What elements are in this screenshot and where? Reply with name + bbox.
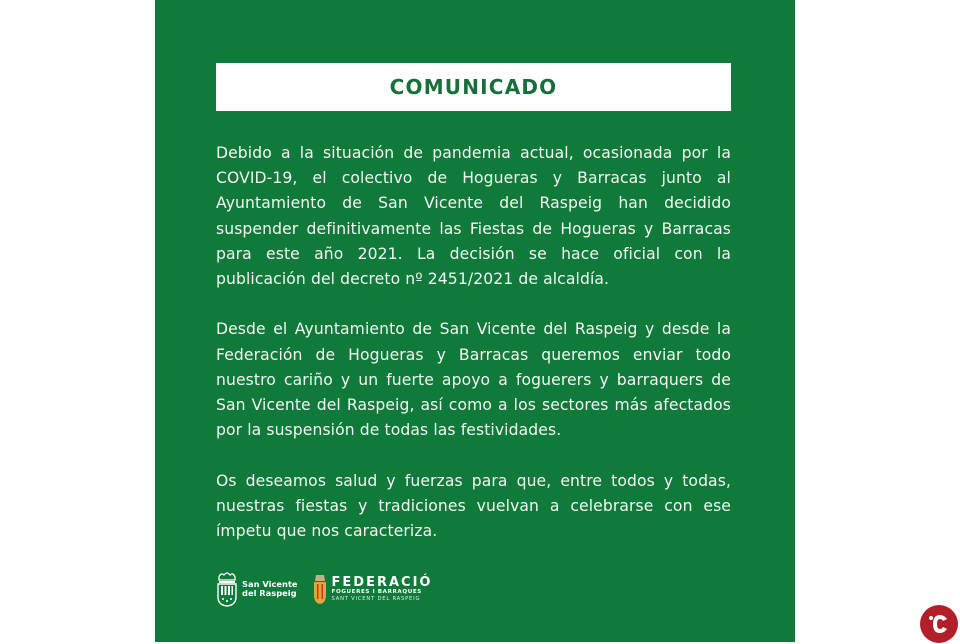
page-title: COMUNICADO (389, 75, 558, 99)
federacio-subtitle2: SANT VICENT DEL RASPEIG (331, 595, 421, 602)
ayuntamiento-name-line2: del Raspeig (242, 588, 297, 598)
logos-row (216, 571, 432, 607)
announcement-body (216, 141, 731, 569)
ayuntamiento-logo (216, 571, 298, 607)
announcement-panel (155, 0, 795, 642)
federacio-subtitle: FOGUERES I BARRAQUES (331, 589, 422, 596)
federacio-logo (312, 573, 433, 605)
federacio-title: FEDERACIÓ (331, 575, 433, 591)
coat-of-arms-icon (216, 571, 238, 607)
ayuntamiento-name-line1: San Vicente (242, 578, 298, 589)
site-logo-icon (925, 610, 953, 638)
paragraph-2: Desde el Ayuntamiento de San Vicente del Raspeig y desde la Federación de Hogueras y Barracas queremos enviar todo nuestro cariño y un fuerte apoyo a foguerers y barraquers de San Vicente del Raspeig, así como a los sectores más afectados por la suspensión de todas las festividades. (216, 320, 731, 440)
paragraph-3: Os deseamos salud y fuerzas para que, entre todos y todas, nuestras fiestas y tradiciones vuelvan a celebrarse con ese ímpetu que nos caracteriza. (216, 471, 731, 541)
federation-crest-icon (312, 573, 328, 605)
site-logo-badge[interactable] (920, 605, 958, 643)
header-box (216, 63, 731, 111)
paragraph-1: Debido a la situación de pandemia actual, ocasionada por la COVID-19, el colectivo de Hogueras y Barracas junto al Ayuntamiento de San Vicente del Raspeig han decidido suspender definitivamente las Fiestas de Hogueras y Barracas para este año 2021. La decisión se hace oficial con la publicación del decreto nº 2451/2021 de alcaldía. (216, 144, 731, 289)
